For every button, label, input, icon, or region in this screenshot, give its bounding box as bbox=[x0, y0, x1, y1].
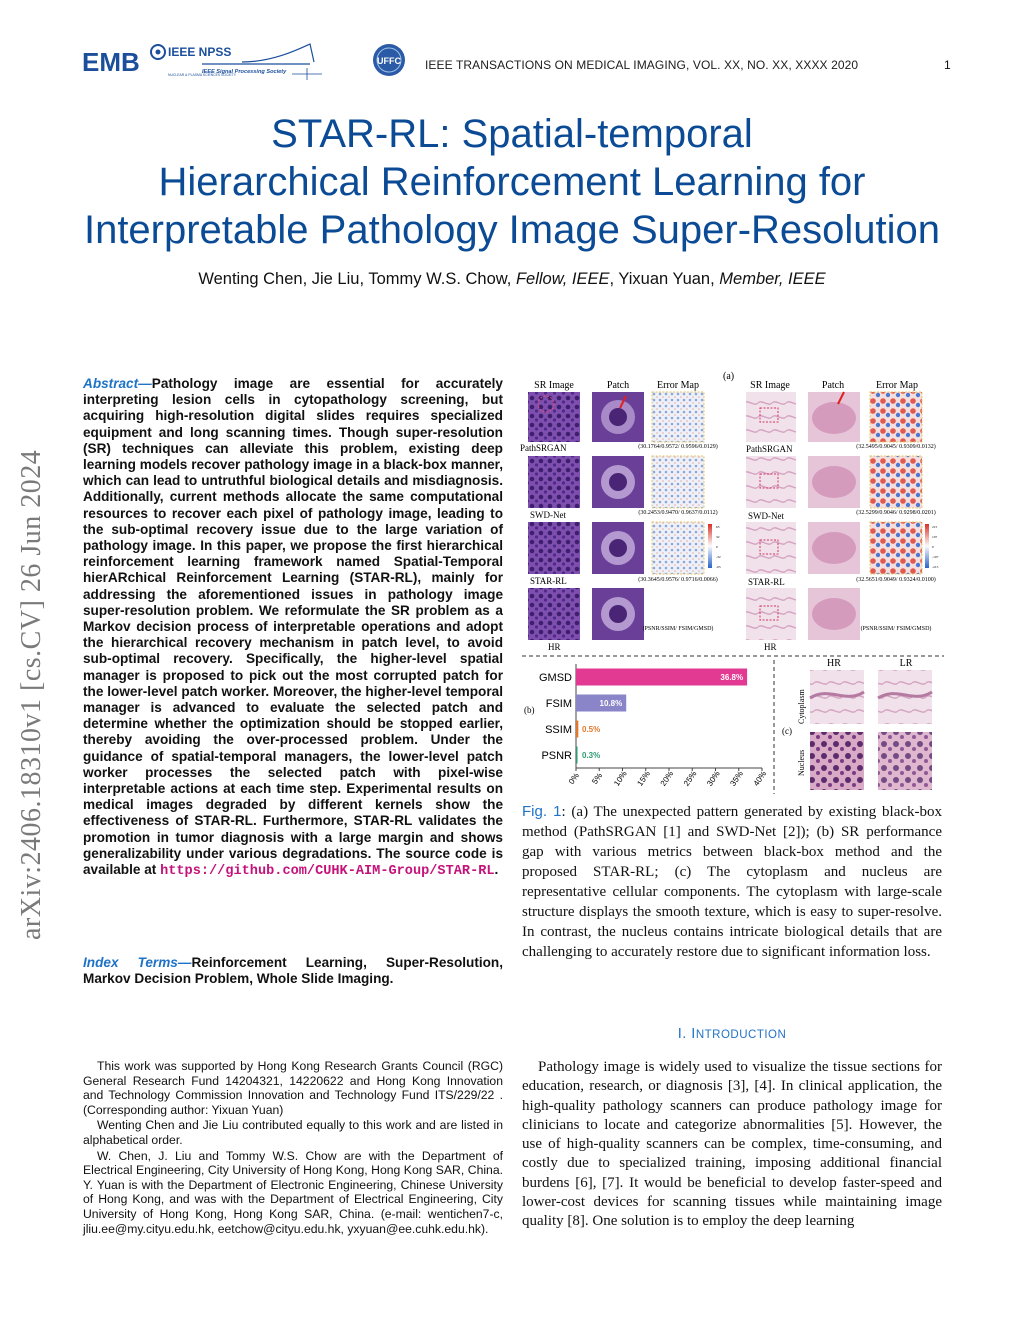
tick-label: 15% bbox=[635, 769, 652, 788]
author-list bbox=[60, 270, 964, 289]
error-map bbox=[870, 392, 922, 442]
figure-1 bbox=[520, 368, 948, 794]
category-label: PSNR bbox=[541, 750, 572, 762]
source-code-link[interactable]: https://github.com/CUHK-AIM-Group/STAR-RL bbox=[160, 864, 495, 880]
colorbar-tick: 32 bbox=[716, 535, 720, 539]
left-image-grid bbox=[520, 392, 721, 652]
row-label: Cytoplasm bbox=[797, 689, 806, 724]
nucleus-hr-image bbox=[810, 732, 864, 790]
footnote bbox=[83, 1059, 503, 1236]
sr-image bbox=[528, 456, 580, 508]
sr-image bbox=[746, 392, 796, 442]
column-header: LR bbox=[899, 658, 913, 669]
title-line: Interpretable Pathology Image Super-Resolution bbox=[83, 208, 941, 252]
footnote-paragraph: This work was supported by Hong Kong Research Grants Council (RGC) General Research Fund 14204321, 14220622 and Hong Kong Innovation and Technology Commission Innovation and Technology Fund ITS/229/22 .(Corresponding author: Yixuan Yuan) bbox=[83, 1059, 503, 1117]
data-label: 0.3% bbox=[582, 751, 601, 760]
metrics-label: (PSNR/SSIM/ FSIM/GMSD) bbox=[642, 626, 714, 632]
footnote-paragraph: W. Chen, J. Liu and Tommy W.S. Chow are with the Department of Electrical Engineering, City University of Hong Kong, Hong Kong SAR, China. Y. Yuan is with the Department of Electronic Engineering, Chinese University of Hong Kong, and was with the Department of Electrical Engineering, City University of Hong Kong, Hong Kong SAR, China. (e-mail: wentichen7-c, jliu.ee@my.cityu.edu.hk, eetchow@cityu.edu.hk, yxyuan@ee.cuhk.edu.hk). bbox=[83, 1148, 503, 1236]
data-label: 10.8% bbox=[599, 699, 623, 708]
tick-label: 5% bbox=[590, 771, 605, 786]
colorbar-tick: 0 bbox=[716, 545, 718, 549]
uffc-logo-text: UFFC bbox=[377, 56, 401, 66]
abstract-body: Pathology image are essential for accurately interpreting lesion cells in cytopathology screening, but acquiring high-resolution digital slides requires specialized equipment and long scanning times. Though super-resolution (SR) techniques can alleviate this problem, existing deep learning models recover pathology image in a black-box manner, which can lead to untruthful biological details and misdiagnosis. Additionally, current methods allocate the same computational resources to recover each pixel of pathology image, leading to the sub-optimal recovery issue due to the large variation of pathology image. In this paper, we propose the first hierarchical reinforcement learning framework named Spatial-Temporal hierARchical Reinforcement Learning (STAR-RL), mainly for addressing the aforementioned issues in pathology image super-resolution problem. We reformulate the SR problem as a Markov decision process of interpretable operations and adopt the hierarchical recovery mechanism in patch level, to avoid sub-optimal recovery. Specifically, the higher-level spatial manager is proposed to pick out the most corrupted patch for the lower-level patch worker. Moreover, the higher-level temporal manager is advanced to evaluate the selected patch and determine whether the optimization should be stopped earlier, thereby avoiding the over-processed problem. Under the guidance of spatial-temporal managers, the lower-level patch worker processes the selected patch with pixel-wise interpretable actions at each time step. Experimental results on medical images degraded by different kernels show the effectiveness of STAR-RL. Furthermore, STAR-RL validates the promotion in tumor diagnosis with a large margin and shows generalizability under various degradations. The source code is available at bbox=[83, 376, 503, 878]
npss-logo-text: IEEE NPSS bbox=[168, 45, 232, 59]
emb-logo-text: EMB bbox=[82, 47, 140, 77]
colorbar-tick: 0 bbox=[932, 545, 934, 549]
section-number: I. bbox=[677, 1026, 692, 1042]
row-label: STAR-RL bbox=[748, 577, 785, 587]
tick-label: 25% bbox=[681, 769, 699, 788]
column-header: SR Image bbox=[750, 380, 790, 391]
colorbar bbox=[925, 524, 929, 568]
tick-label: 0% bbox=[566, 771, 581, 786]
colorbar-tick: 215 bbox=[932, 525, 938, 529]
panel-b-label: (b) bbox=[524, 705, 535, 715]
authors-part: Wenting Chen, Jie Liu, Tommy W.S. Chow, bbox=[198, 270, 516, 288]
tick-label: 10% bbox=[612, 769, 629, 788]
column-header: HR bbox=[827, 658, 841, 669]
nucleus-lr-image bbox=[878, 732, 932, 790]
sr-image bbox=[746, 588, 796, 640]
colorbar-tick: 107 bbox=[932, 535, 938, 539]
column-header: Patch bbox=[821, 380, 845, 391]
column-header: Error Map bbox=[657, 380, 699, 391]
row-label: HR bbox=[764, 642, 777, 652]
error-map bbox=[652, 456, 704, 508]
abstract-label: Abstract— bbox=[83, 376, 152, 391]
title-line: STAR-RL: Spatial-temporal bbox=[271, 112, 753, 156]
index-terms bbox=[83, 955, 503, 987]
caption-label: Fig. 1 bbox=[522, 803, 562, 820]
colorbar-tick: 65 bbox=[716, 525, 720, 529]
sr-image bbox=[746, 456, 796, 508]
colorbar-tick: -215 bbox=[932, 565, 939, 569]
column-header: SR Image bbox=[534, 380, 574, 391]
category-label: FSIM bbox=[545, 698, 572, 710]
metrics-label: (32.5651/0.9049/ 0.9324/0.0100) bbox=[856, 577, 936, 583]
sr-image bbox=[746, 522, 796, 574]
row-label: Nucleus bbox=[797, 749, 806, 776]
tick-label: 40% bbox=[751, 769, 769, 788]
category-label: SSIM bbox=[545, 724, 572, 736]
uffc-logo bbox=[373, 44, 405, 76]
column-header: Patch bbox=[606, 380, 630, 391]
column-header: Error Map bbox=[876, 380, 918, 391]
error-map bbox=[652, 392, 704, 442]
journal-header: IEEE TRANSACTIONS ON MEDICAL IMAGING, VOL. XX, NO. XX, XXXX 2020 bbox=[425, 58, 859, 72]
sr-image bbox=[528, 392, 580, 442]
tick-label: 30% bbox=[705, 769, 722, 788]
error-map bbox=[870, 522, 922, 574]
panel-c bbox=[782, 658, 932, 790]
author-membership: Member, IEEE bbox=[719, 270, 826, 288]
emb-logo bbox=[82, 47, 140, 77]
metrics-label: (PSNR/SSIM/ FSIM/GMSD) bbox=[860, 626, 932, 632]
bar bbox=[576, 747, 578, 764]
bar bbox=[576, 721, 578, 738]
category-label: GMSD bbox=[539, 672, 572, 684]
arxiv-identifier: arXiv:2406.18310v1 [cs.CV] 26 Jun 2024 bbox=[16, 449, 47, 940]
metrics-label: (32.5299/0.9046/ 0.9298/0.0201) bbox=[856, 510, 936, 516]
section-heading bbox=[522, 1026, 942, 1042]
introduction-paragraph: Pathology image is widely used to visualize the tissue sections for education, research, or diagnosis [3], [4]. In clinical application, the high-quality pathology scanners can produce pathology image for clinicians to locate and categorize abnormalities [5]. However, the use of high-quality scanners can be complex, time-consuming, and costly due to specialized training, imposing additional financial burdens [6], [7]. It would be beneficial to develop faster-speed and lower-cost devices for scanning tissues while maintaining image quality [8]. One solution is to employ the deep learning bbox=[522, 1059, 942, 1230]
npss-logo-subtext: NUCLEAR & PLASMA SCIENCES SOCIETY bbox=[168, 73, 237, 77]
authors-part: , Yixuan Yuan, bbox=[609, 270, 720, 288]
data-label: 0.5% bbox=[582, 725, 601, 734]
colorbar-tick: -65 bbox=[716, 565, 721, 569]
figure-caption bbox=[522, 802, 942, 962]
row-label: SWD-Net bbox=[748, 511, 784, 521]
paper-title bbox=[60, 110, 964, 254]
right-image-grid bbox=[746, 392, 939, 652]
error-map bbox=[870, 456, 922, 508]
abstract bbox=[83, 376, 503, 880]
colorbar-tick: -32 bbox=[716, 555, 721, 559]
section-initial: I bbox=[691, 1026, 696, 1042]
bar-chart bbox=[524, 664, 768, 788]
abstract-end: . bbox=[494, 862, 499, 878]
caption-body: : (a) The unexpected pattern generated by existing black-box method (PathSRGAN [1] and SWD-Net [2]); (b) SR performance gap with various metrics between black-box method and the proposed STAR-RL; (c) The cytoplasm and nucleus are representative cellular components. The cytoplasm with large-scale structure displays the smooth texture, which is easy to super-resolve. In contrast, the nucleus contains intricate biological details that are challenging to accurately restore due to significant information loss. bbox=[522, 804, 943, 960]
page-number: 1 bbox=[944, 58, 951, 72]
index-terms-body: Reinforcement Learning, Super-Resolution, Markov Decision Problem, Whole Slide Imaging. bbox=[83, 955, 504, 987]
colorbar-tick: -107 bbox=[932, 555, 939, 559]
author-membership: Fellow, IEEE bbox=[515, 270, 610, 288]
sr-image bbox=[528, 522, 580, 574]
index-terms-label: Index Terms— bbox=[83, 955, 192, 970]
society-logos bbox=[82, 40, 412, 84]
row-label: STAR-RL bbox=[530, 576, 567, 586]
row-label: PathSRGAN bbox=[746, 444, 793, 454]
row-label: PathSRGAN bbox=[520, 443, 567, 453]
tick-label: 20% bbox=[658, 769, 676, 788]
metrics-label: (30.3645/0.9576/ 0.9716/0.0066) bbox=[638, 577, 718, 583]
error-map bbox=[652, 522, 704, 574]
panel-a-label: (a) bbox=[723, 371, 735, 382]
metrics-label: (30.1764/0.9572/ 0.9596/0.0129) bbox=[638, 444, 718, 450]
metrics-label: (32.5495/0.9045/ 0.9309/0.0132) bbox=[856, 444, 936, 450]
section-title: NTRODUCTION bbox=[695, 1029, 787, 1041]
panel-c-label: (c) bbox=[782, 726, 792, 736]
tick-label: 35% bbox=[728, 769, 745, 788]
sr-image bbox=[528, 588, 580, 640]
metrics-label: (30.2453/0.9470/ 0.9637/0.0112) bbox=[638, 510, 718, 516]
footnote-paragraph: Wenting Chen and Jie Liu contributed equally to this work and are listed in alphabetical order. bbox=[83, 1118, 503, 1147]
data-label: 36.8% bbox=[720, 673, 744, 682]
row-label: HR bbox=[548, 642, 561, 652]
title-line: Hierarchical Reinforcement Learning for bbox=[158, 160, 866, 204]
row-label: SWD-Net bbox=[530, 510, 566, 520]
colorbar bbox=[708, 524, 712, 568]
sps-logo-text: IEEE Signal Processing Society bbox=[202, 69, 287, 75]
